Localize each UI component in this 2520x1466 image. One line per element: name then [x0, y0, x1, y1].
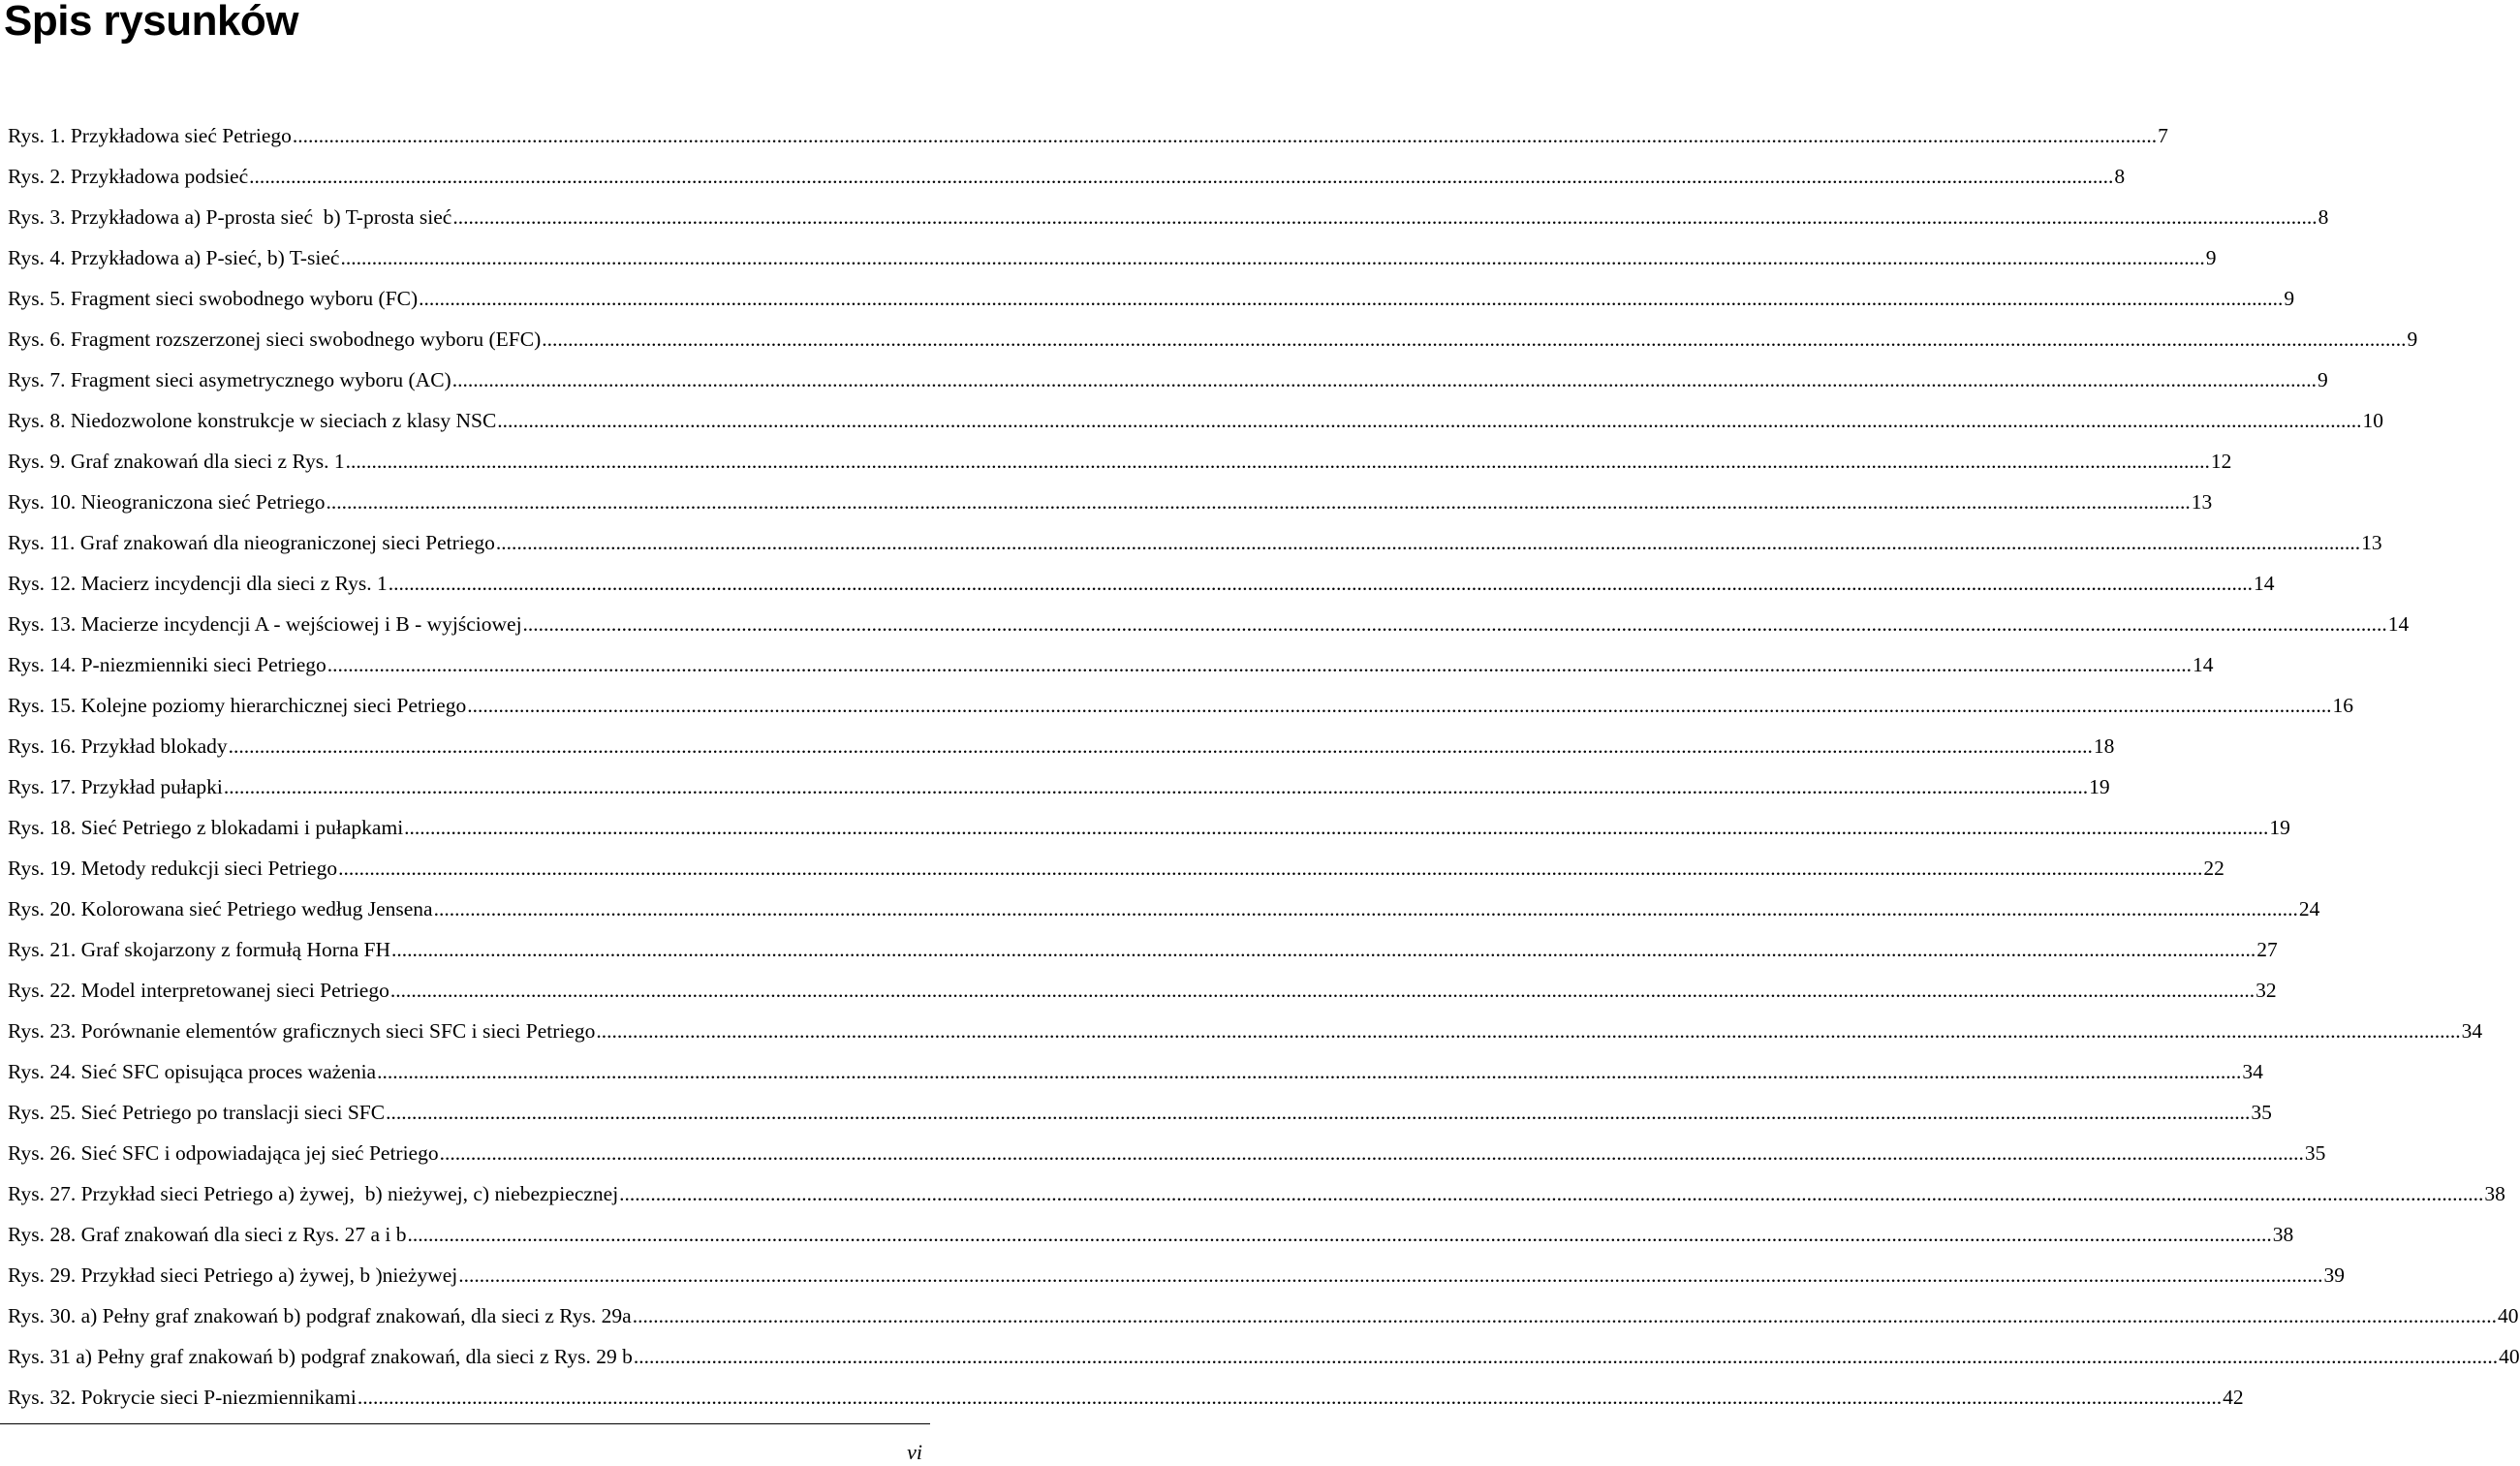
toc-dot-leader: ...................................................................................................................................................................................................................................................................................................................................................................... [458, 1263, 2323, 1287]
toc-dot-leader: ...................................................................................................................................................................................................................................................................................................................................................................... [388, 572, 2253, 595]
toc-entry-page: 22 [2203, 857, 2224, 880]
toc-entry-page: 38 [2272, 1223, 2294, 1246]
toc-entry-label: Rys. 32. Pokrycie sieci P-niezmiennikami [8, 1386, 357, 1409]
toc-entry-label: Rys. 22. Model interpretowanej sieci Petriego [8, 979, 389, 1002]
toc-dot-leader: ...................................................................................................................................................................................................................................................................................................................................................................... [404, 816, 2269, 839]
toc-entry-page: 19 [2269, 816, 2290, 839]
toc-entry-page: 13 [2191, 490, 2213, 514]
toc-entry[interactable] [8, 1336, 2520, 1377]
toc-entry[interactable] [8, 359, 2328, 400]
toc-entry-page: 27 [2256, 938, 2278, 961]
toc-dot-leader: ...................................................................................................................................................................................................................................................................................................................................................................... [522, 612, 2387, 636]
toc-entry-label: Rys. 18. Sieć Petriego z blokadami i pułapkami [8, 816, 404, 839]
toc-entry[interactable] [8, 1295, 2519, 1336]
toc-entry-page: 8 [2114, 165, 2126, 188]
toc-entry-page: 10 [2362, 409, 2384, 432]
toc-entry-label: Rys. 4. Przykładowa a) P-sieć, b) T-sieć [8, 246, 340, 269]
toc-dot-leader: ...................................................................................................................................................................................................................................................................................................................................................................... [495, 531, 2361, 554]
toc-dot-leader: ...................................................................................................................................................................................................................................................................................................................................................................... [340, 246, 2205, 269]
toc-dot-leader: ...................................................................................................................................................................................................................................................................................................................................................................... [452, 205, 2318, 229]
toc-entry[interactable] [8, 970, 2277, 1011]
toc-entry-label: Rys. 30. a) Pełny graf znakowań b) podgraf znakowań, dla sieci z Rys. 29a [8, 1304, 632, 1327]
toc-entry-label: Rys. 29. Przykład sieci Petriego a) żywej, b )nieżywej [8, 1263, 458, 1287]
toc-entry[interactable] [8, 319, 2418, 359]
toc-dot-leader: ...................................................................................................................................................................................................................................................................................................................................................................... [389, 979, 2256, 1002]
toc-entry-page: 9 [2317, 368, 2328, 391]
toc-entry-label: Rys. 15. Kolejne poziomy hierarchicznej sieci Petriego [8, 694, 467, 717]
toc-entry-page: 39 [2323, 1263, 2345, 1287]
toc-entry[interactable] [8, 482, 2213, 522]
toc-dot-leader: ...................................................................................................................................................................................................................................................................................................................................................................... [419, 287, 2284, 310]
toc-entry[interactable] [8, 726, 2115, 766]
toc-entry-page: 40 [2499, 1345, 2520, 1368]
toc-entry-label: Rys. 5. Fragment sieci swobodnego wyboru (FC) [8, 287, 419, 310]
toc-entry-page: 12 [2210, 450, 2232, 473]
toc-entry-page: 16 [2332, 694, 2353, 717]
toc-entry[interactable] [8, 889, 2320, 929]
toc-entry-page: 35 [2304, 1141, 2326, 1165]
toc-dot-leader: ...................................................................................................................................................................................................................................................................................................................................................................... [338, 857, 2203, 880]
toc-dot-leader: ...................................................................................................................................................................................................................................................................................................................................................................... [433, 897, 2298, 920]
toc-entry-page: 9 [2284, 287, 2295, 310]
toc-entry-label: Rys. 10. Nieograniczona sieć Petriego [8, 490, 326, 514]
toc-entry-page: 14 [2387, 612, 2410, 636]
toc-dot-leader: ...................................................................................................................................................................................................................................................................................................................................................................... [249, 165, 2114, 188]
toc-entry-label: Rys. 1. Przykładowa sieć Petriego [8, 124, 292, 147]
toc-dot-leader: ...................................................................................................................................................................................................................................................................................................................................................................... [497, 409, 2362, 432]
toc-entry[interactable] [8, 1377, 2244, 1418]
toc-entry[interactable] [8, 115, 2168, 156]
toc-dot-leader: ...................................................................................................................................................................................................................................................................................................................................................................... [345, 450, 2210, 473]
toc-entry-label: Rys. 24. Sieć SFC opisująca proces ważenia [8, 1060, 377, 1083]
toc-entry-label: Rys. 13. Macierze incydencji A - wejściowej i B - wyjściowej [8, 612, 522, 636]
toc-entry[interactable] [8, 604, 2410, 644]
toc-entry-page: 9 [2407, 328, 2418, 351]
toc-entry-label: Rys. 7. Fragment sieci asymetrycznego wyboru (AC) [8, 368, 451, 391]
toc-entry-label: Rys. 9. Graf znakowań dla sieci z Rys. 1 [8, 450, 345, 473]
toc-entry-label: Rys. 16. Przykład blokady [8, 734, 228, 758]
list-of-figures [8, 115, 2520, 1418]
toc-entry[interactable] [8, 197, 2329, 237]
toc-dot-leader: ...................................................................................................................................................................................................................................................................................................................................................................... [228, 734, 2093, 758]
toc-entry-page: 7 [2158, 124, 2168, 147]
toc-dot-leader: ...................................................................................................................................................................................................................................................................................................................................................................... [391, 938, 2256, 961]
toc-entry-page: 14 [2193, 653, 2214, 676]
toc-entry[interactable] [8, 441, 2232, 482]
toc-dot-leader: ...................................................................................................................................................................................................................................................................................................................................................................... [407, 1223, 2272, 1246]
toc-entry-label: Rys. 25. Sieć Petriego po translacji sieci SFC [8, 1101, 386, 1124]
toc-entry-page: 40 [2497, 1304, 2519, 1327]
toc-dot-leader: ...................................................................................................................................................................................................................................................................................................................................................................... [632, 1304, 2497, 1327]
toc-entry-label: Rys. 11. Graf znakowań dla nieograniczonej sieci Petriego [8, 531, 495, 554]
toc-dot-leader: ...................................................................................................................................................................................................................................................................................................................................................................... [596, 1019, 2461, 1043]
toc-dot-leader: ...................................................................................................................................................................................................................................................................................................................................................................... [619, 1182, 2484, 1205]
toc-dot-leader: ...................................................................................................................................................................................................................................................................................................................................................................... [292, 124, 2158, 147]
toc-dot-leader: ...................................................................................................................................................................................................................................................................................................................................................................... [386, 1101, 2251, 1124]
toc-entry[interactable] [8, 563, 2275, 604]
toc-entry-page: 19 [2089, 775, 2110, 798]
page-number: vi [907, 1440, 922, 1464]
page-title: Spis rysunków [4, 0, 299, 45]
toc-entry-label: Rys. 6. Fragment rozszerzonej sieci swobodnego wyboru (EFC) [8, 328, 542, 351]
toc-entry-page: 8 [2318, 205, 2329, 229]
toc-entry-page: 14 [2254, 572, 2275, 595]
toc-entry-page: 35 [2251, 1101, 2272, 1124]
toc-entry-page: 42 [2223, 1386, 2244, 1409]
toc-entry-page: 34 [2242, 1060, 2263, 1083]
toc-entry-page: 18 [2093, 734, 2115, 758]
toc-entry-label: Rys. 8. Niedozwolone konstrukcje w sieciach z klasy NSC [8, 409, 497, 432]
toc-entry-label: Rys. 20. Kolorowana sieć Petriego według Jensena [8, 897, 433, 920]
toc-entry-page: 24 [2298, 897, 2320, 920]
toc-entry-label: Rys. 23. Porównanie elementów graficznych sieci SFC i sieci Petriego [8, 1019, 596, 1043]
toc-entry[interactable] [8, 1214, 2294, 1255]
toc-dot-leader: ...................................................................................................................................................................................................................................................................................................................................................................... [451, 368, 2317, 391]
toc-entry-label: Rys. 31 a) Pełny graf znakowań b) podgraf znakowań, dla sieci z Rys. 29 b [8, 1345, 633, 1368]
toc-entry-label: Rys. 28. Graf znakowań dla sieci z Rys. 27 a i b [8, 1223, 407, 1246]
footer-divider [0, 1423, 930, 1424]
toc-entry[interactable] [8, 1173, 2505, 1214]
toc-entry[interactable] [8, 237, 2217, 278]
toc-entry[interactable] [8, 766, 2110, 807]
toc-entry-label: Rys. 17. Przykład pułapki [8, 775, 223, 798]
toc-entry[interactable] [8, 400, 2384, 441]
toc-entry-label: Rys. 2. Przykładowa podsieć [8, 165, 249, 188]
toc-dot-leader: ...................................................................................................................................................................................................................................................................................................................................................................... [439, 1141, 2304, 1165]
toc-dot-leader: ...................................................................................................................................................................................................................................................................................................................................................................... [377, 1060, 2242, 1083]
toc-entry[interactable] [8, 1011, 2483, 1051]
toc-dot-leader: ...................................................................................................................................................................................................................................................................................................................................................................... [327, 653, 2193, 676]
toc-entry[interactable] [8, 156, 2126, 197]
toc-entry[interactable] [8, 1133, 2326, 1173]
toc-dot-leader: ...................................................................................................................................................................................................................................................................................................................................................................... [542, 328, 2407, 351]
toc-entry-label: Rys. 14. P-niezmienniki sieci Petriego [8, 653, 327, 676]
toc-entry[interactable] [8, 1051, 2263, 1092]
toc-entry-page: 34 [2461, 1019, 2483, 1043]
toc-entry[interactable] [8, 1092, 2272, 1133]
toc-dot-leader: ...................................................................................................................................................................................................................................................................................................................................................................... [633, 1345, 2499, 1368]
toc-entry[interactable] [8, 848, 2224, 889]
toc-dot-leader: ...................................................................................................................................................................................................................................................................................................................................................................... [326, 490, 2191, 514]
toc-entry-label: Rys. 3. Przykładowa a) P-prosta sieć b) T-prosta sieć [8, 205, 452, 229]
toc-entry-label: Rys. 21. Graf skojarzony z formułą Horna FH [8, 938, 391, 961]
toc-entry-page: 38 [2484, 1182, 2505, 1205]
toc-entry-label: Rys. 27. Przykład sieci Petriego a) żywej, b) nieżywej, c) niebezpiecznej [8, 1182, 619, 1205]
toc-entry[interactable] [8, 278, 2295, 319]
toc-entry-label: Rys. 19. Metody redukcji sieci Petriego [8, 857, 338, 880]
toc-entry[interactable] [8, 929, 2278, 970]
toc-dot-leader: ...................................................................................................................................................................................................................................................................................................................................................................... [467, 694, 2332, 717]
toc-dot-leader: ...................................................................................................................................................................................................................................................................................................................................................................... [357, 1386, 2223, 1409]
toc-entry-label: Rys. 12. Macierz incydencji dla sieci z Rys. 1 [8, 572, 388, 595]
toc-entry-label: Rys. 26. Sieć SFC i odpowiadająca jej sieć Petriego [8, 1141, 439, 1165]
toc-entry[interactable] [8, 644, 2214, 685]
toc-entry[interactable] [8, 522, 2382, 563]
toc-dot-leader: ...................................................................................................................................................................................................................................................................................................................................................................... [223, 775, 2089, 798]
toc-entry[interactable] [8, 1255, 2345, 1295]
toc-entry-page: 13 [2361, 531, 2382, 554]
toc-entry-page: 9 [2205, 246, 2217, 269]
toc-entry[interactable] [8, 685, 2353, 726]
toc-entry[interactable] [8, 807, 2290, 848]
toc-entry-page: 32 [2256, 979, 2277, 1002]
